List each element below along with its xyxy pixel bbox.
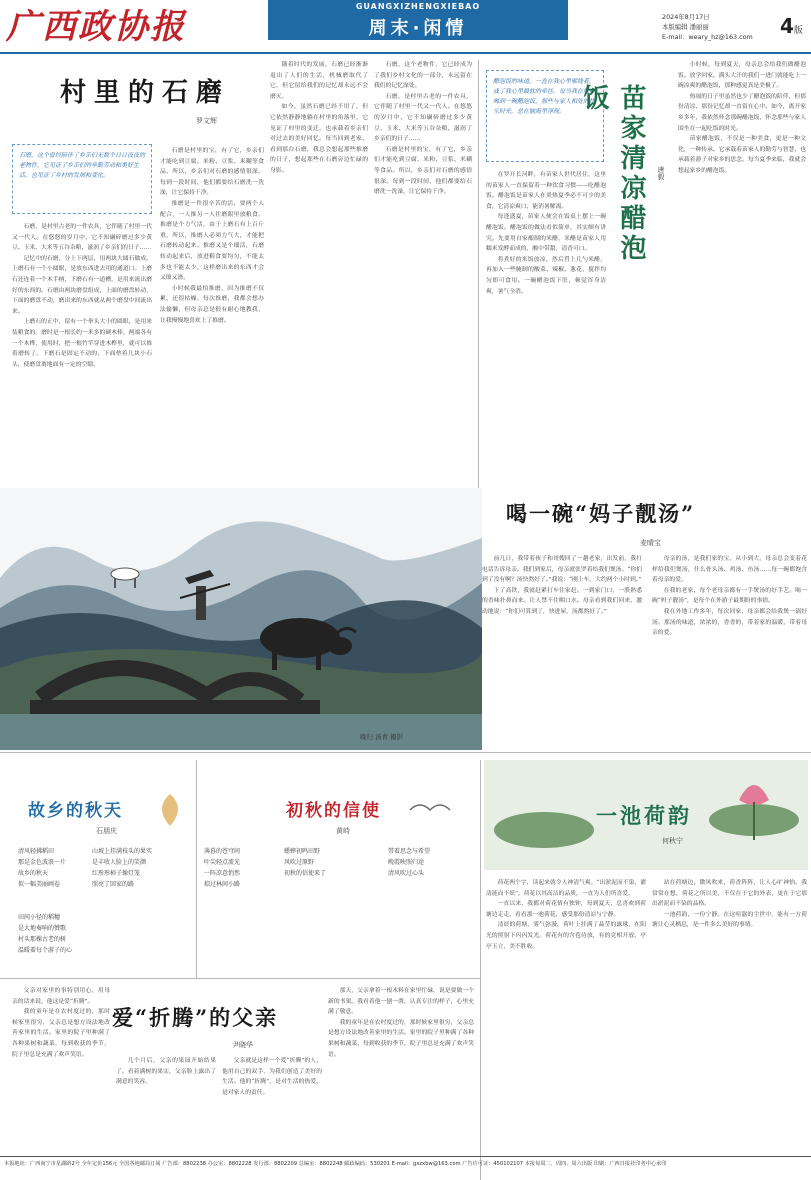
photo-illustration: [0, 488, 482, 750]
article-body-col1: [12, 222, 152, 486]
page-number-value: 4: [780, 14, 794, 38]
paragraph: 随着时代的发展，石磨已经渐渐退出了人们的生活，机械磨取代了它，但它留给我们的记忆却永远不会磨灭。: [270, 62, 368, 100]
paragraph: 父亲就是这样一个爱“折腾”的人，他用自己的双手，为我们创造了美好的生活。他的“折腾”，是对生活的热爱，是对家人的责任。: [222, 1058, 322, 1096]
paragraph: 推磨是一件很辛苦的活，要两个人配合，一人推另一人往磨眼里放粮食。推磨是个力气活，由于上磨石有上百斤重，所以，推磨人必须力气大，才能把石磨转动起来。推磨又是个细活，石磨转动起来后，放进粮食要均匀，不能太多也不能太少，这样磨出来的东西才会又细又滑。: [160, 200, 264, 282]
article-body-col1: [486, 170, 606, 490]
poem-line: 是大地奏响的赞歌: [18, 925, 67, 932]
paragraph: 如今，虽然石磨已经不用了，但它依然静静地躺在村里的角落里，它见证了村里的变迁，也承载着乡亲们对过去的美好回忆。每当回到老家，看到那台石磨，我总会想起那些推磨的日子，想起那些在石磨旁边忙碌的身影。: [270, 104, 368, 174]
article-title-lotus: 一池荷韵: [596, 803, 692, 828]
poem-line: 蟋蟀初鸣田野: [284, 848, 321, 855]
paragraph: 荷花两个字，读起来就令人神清气爽。“出淤泥而不染，濯清涟而不妖”，荷花以其高洁的品质，一直为人们所喜爱。: [486, 880, 646, 897]
article-body-col1: [486, 878, 646, 1154]
masthead-divider: [0, 52, 811, 54]
paragraph: 父亲对家里的事特别用心，用母亲的话来说，他这是爱“折腾”。: [12, 988, 110, 1005]
poem-line: 故乡的秋天: [18, 870, 49, 877]
paragraph: 那天，父亲拿着一根木料在家里忙碌，说是要做一个新的书架。我看着他一刨一凿，认真专注的样子，心里充满了敬意。: [328, 988, 474, 1016]
paragraph: 小时候我最怕推磨，因为推磨不仅累，还很枯燥。每次推磨，我都会想办法偷懒，但母亲总是很有耐心地教我，让我慢慢地喜欢上了推磨。: [160, 285, 264, 324]
paragraph: 热闹的日子里虽然也少了醋泡饭的陪伴，但那份清凉、那份记忆却一直留在心中。如今，离开家乡多年，我依然怀念那碗醋泡饭，怀念那些与家人围坐在一起吃饭的时光。: [678, 93, 806, 132]
page-number-unit: 版: [793, 26, 803, 36]
paragraph: 前几日，我带着孩子和哥嫂回了一趟老家，出发前，我打电话告诉母亲。我们到家后，母亲就张罗着给我们煲汤。“你们到了没有啊？汤快熬好了。”我说：“刚上车，大约两个小时到。”: [482, 556, 642, 584]
article-author-vinegar-rice: 唐毅: [657, 166, 665, 180]
paragraph: 上磨石的正中，留有一个拳头大小的圆眼，是用来装粮食的。磨时是一根长约一米多的硬木棒，两端各有一个木榫，使用时，把一根竹竿穿进木榫里，就可以推着磨转了。下磨石是固定不动的，下面垫着几块小石头，使磨盘离地面有一定的空隙。: [12, 319, 152, 368]
pinyin-label: GUANGXIZHENGXIEBAO: [355, 2, 481, 11]
poem-title-autumn: 故乡的秋天: [28, 801, 123, 821]
article-title-vinegar-rice: 苗家清凉醋泡饭: [579, 84, 646, 264]
poem-line: 带着思念与希望: [388, 848, 431, 855]
issue-date: 2024年8月17日: [662, 13, 710, 21]
article-author-mothers-soup: 麦晴宝: [640, 539, 661, 547]
article-title-mothers-soup: 喝一碗“妈子靓汤”: [506, 501, 696, 526]
poem-line: 照亮了回家的路: [92, 881, 135, 888]
ink-wash-photo: [0, 488, 482, 750]
paragraph: 我的童年是在农村度过的，那时候家里很穷，父亲总是想方设法地改善家里的生活。家里的院子里种满了各种果树和蔬菜，每到收获的季节，院子里总是充满了欢声笑语。: [12, 1009, 110, 1058]
photo-caption: 晚归 汤青 摄影: [360, 733, 404, 741]
pullquote-text: 石磨，这个曾经陪伴了乡亲们无数个日日夜夜的老物件，它见证了乡亲们的辛勤劳动和美好生活，也见证了乡村的发展和变化。: [19, 152, 146, 179]
poem-stanza-2: [92, 846, 182, 906]
lotus-header-banner: [484, 760, 808, 870]
poem-line: 是丰收人脸上的笑颜: [92, 859, 147, 866]
article-body-col3: [222, 1056, 322, 1152]
poem-author-autumn: 石朋庆: [96, 827, 117, 835]
article-body-col3: [270, 60, 368, 486]
paragraph: 记忆中的石磨，分上下两层，用两块大圆石做成。上磨石有一个小圆眼，是放东西进去用的通道口。上磨石还连着一个木手柄，下磨石有一道槽，是用来流出磨好的东西的。石磨由两块磨盘组成，上面的磨盘转动，下面的磨盘不动，磨出来的东西就从两个磨盘中间流出来。: [12, 255, 152, 315]
article-body-col2: [678, 60, 806, 490]
paragraph: 下了高铁，我就赶紧打车往家赶。一到家门口，一股熟悉的香味扑鼻而来。让人禁不住咽口水。母亲看到我们回来，激动地说：“你们可算到了，快进屋，汤都熬好了。”: [482, 587, 642, 615]
article-body-col4: [328, 986, 474, 1152]
bird-icon: [400, 790, 460, 830]
poem-stanza-2: [284, 846, 354, 906]
newspaper-logo: [6, 6, 226, 48]
paragraph: 我的童年是在农村度过的，那时候家里很穷，父亲总是想方设法地改善家里的生活。家里的院子里种满了各种果树和蔬菜，每到收获的季节，院子里总是充满了欢声笑语。: [328, 1019, 474, 1058]
paragraph: 石磨是村里的宝，有了它，乡亲们才能吃到豆腐、米粉、豆浆、米糊等食品。所以，乡亲们对石磨的感情很深。每到一段时间，他们都要给石磨洗一洗澡，让它保持干净。: [160, 148, 264, 197]
pullquote-stone-mill: [12, 144, 152, 214]
poem-line: 那是金色波浪一片: [18, 859, 67, 866]
article-body-col2: [652, 878, 807, 1154]
section-title: 周末·闲情: [368, 18, 468, 39]
issue-info: [662, 12, 772, 48]
leaf-icon: [150, 790, 190, 830]
article-body-col1: [12, 986, 110, 1152]
paragraph: 母亲的汤，是我们家的宝。从小到大，母亲总会变着花样给我们煲汤，什么骨头汤、鸡汤、鱼汤……每一碗都饱含着母亲的爱。: [652, 556, 807, 584]
article-body-col4: [374, 60, 472, 486]
article-author-lotus: 何秋宁: [662, 837, 683, 845]
paragraph: 一池荷韵，一份宁静。在这喧嚣的尘世中，能有一方荷塘让心灵栖息，是一件多么美好的事情。: [652, 911, 807, 929]
poem-line: 红彤彤柿子像灯笼: [92, 870, 141, 877]
paragraph: 一直以来，我都对荷花情有独钟，每到夏天，总喜欢到荷塘边走走，看看那一池荷花，感受那份清凉与宁静。: [486, 901, 646, 918]
poem-line: 田间小径的稻穗: [18, 914, 61, 921]
section-divider: [0, 978, 480, 979]
article-body-col2: [652, 554, 807, 748]
paragraph: 苗家醋泡饭，不仅是一种美食，更是一种文化，一种传承。它承载着苗家人的勤劳与智慧，也承载着游子对家乡的思念。每当夏季来临，我就会想起家乡的醋泡饭。: [678, 136, 806, 174]
paragraph: 小时候，每到夏天，母亲总会给我们做醋泡饭。放学回家，满头大汗的我们一进门就能吃上一碗凉爽的醋泡饭，那种感觉真是美极了。: [678, 62, 806, 90]
poem-author-early-autumn: 黄峙: [336, 827, 350, 835]
article-body-col2: [160, 146, 264, 486]
poem-stanza-1: [204, 846, 274, 906]
masthead: [0, 0, 811, 52]
paragraph: 石磨，这个老物件，它已经成为了我们乡村文化的一部分，永远留在我们的记忆深处。: [374, 62, 472, 90]
issue-editor: 本版编辑 潘丽丽: [662, 23, 709, 31]
poem-stanza-1: [18, 846, 88, 906]
paragraph: 清晨的荷塘，雾气弥漫，荷叶上挂满了晶莹的露珠，在阳光的照射下闪闪发光。荷花有的含苞待放，有的竞相开放，亭亭玉立，美不胜收。: [486, 922, 646, 950]
poem-line: 叶尖轻点流光: [204, 859, 241, 866]
article-body-col1: [482, 554, 642, 748]
paragraph: 站在荷塘边，微风吹来，荷香阵阵，让人心旷神怡。我常常在想，荷花之所以美，不仅在于它的外表，更在于它那出淤泥而不染的品格。: [652, 880, 807, 908]
article-body-col2: [116, 1056, 216, 1152]
paragraph: 将煮好的米饭放凉，然后舀上几勺米醋，再加入一些腌制的酸菜、辣椒、葱花，搅拌均匀即可食用。一碗醋泡饭下肚，顿觉浑身清爽，暑气全消。: [486, 256, 606, 295]
paragraph: 每逢盛夏，苗家人便会在饭桌上摆上一碗醋泡饭。醋泡饭的做法看似简单，其实颇有讲究。先要用自家酿制的米醋，米醋是苗家人用糯米发酵而成的，酸中带甜，清香可口。: [486, 214, 606, 253]
issue-email: E-mail：weary_hz@163.com: [662, 33, 753, 41]
poem-line: 掠过林间小路: [204, 881, 241, 888]
poem-title-early-autumn: 初秋的信使: [286, 801, 381, 821]
poem-line: 清风吹过心头: [388, 870, 425, 877]
paragraph: 在罗开长河畔，有苗家人世代居住，这里的苗家人一直保留着一种饮食习惯——吃醋泡饭。醋泡饭是苗家人在炎热夏季必不可少的美食，它清凉爽口，能消暑解渴。: [486, 172, 606, 210]
footer-divider: [0, 1156, 811, 1157]
section-bar: [268, 0, 568, 40]
column-divider: [196, 760, 197, 978]
paragraph: 几个月后，父亲的果园开始结果了。看着满树的果实，父亲脸上露出了满意的笑容。: [116, 1058, 216, 1086]
article-title-stone-mill: 村里的石磨: [60, 78, 231, 108]
poem-line: 似一幅美丽画卷: [18, 881, 61, 888]
decorative-sparrows: [400, 790, 460, 830]
poem-line: 温暖着每个游子的心: [18, 947, 73, 954]
poem-line: 风吹过原野: [284, 859, 315, 866]
poem-line: 村头那棵古老的树: [18, 936, 67, 943]
page-number: [780, 14, 810, 44]
poem-line: 薄暮的苍穹间: [204, 848, 241, 855]
section-divider: [0, 752, 811, 753]
column-divider: [478, 60, 479, 490]
poem-line: 一阵凉意悄然: [204, 870, 241, 877]
paragraph: 石磨，是村里古老的一件农具，它伴随了村里一代又一代人。在悠悠的岁月中，它不知碾碎磨过多少黄豆、玉米、大米等五谷杂粮，滋润了乡亲们的日子……: [12, 224, 152, 252]
column-divider: [480, 760, 481, 1180]
article-author-stone-mill: 罗文辉: [196, 117, 217, 125]
poem-line: 清风轻拂稻田: [18, 848, 55, 855]
paragraph: 石磨，是村里古老的一件农具，它伴随了村里一代又一代人。在悠悠的岁月中，它不知碾碎磨过多少黄豆、玉米、大米等五谷杂粮，滋润了乡亲们的日子……: [374, 93, 472, 143]
article-author-father: 尹晓华: [232, 1041, 253, 1049]
poem-stanza-3: [388, 846, 468, 906]
paragraph: 在我的老家，每个老母亲都有一手煲汤的好手艺。喝一碗“妈子靓汤”，是每个在外游子最期盼的事情。: [652, 587, 807, 605]
poem-stanza-3: [18, 912, 108, 972]
footer-info: 本报地址：广西南宁市星湖路2号 全年定价156元 全国各地邮局订阅 广告部：8802238 办公室：8802228 发行部：8802209 总编室：8802248 邮政编码：530201 E-mail：gxzxbw@163.com 广告许可证：450102107 本报每周二、周四、周六出版 印刷：广西日报社印务中心承印: [4, 1161, 667, 1167]
decorative-autumn-leaves: [150, 790, 190, 830]
paragraph: 石磨是村里的宝，有了它，乡亲们才能吃到豆腐、米粉、豆浆、米糊等食品。所以，乡亲们对石磨的感情很深。每到一段时间，他们都要给石磨洗一洗澡，让它保持干净。: [374, 146, 472, 196]
pullquote-text: 醋泡饭的味道，一直在我心里萦绕着，成了我心里最软的牵挂。每当我在城市喝到一碗醋泡饭，那些与家人相处的快乐时光，总在脑海里浮现。: [493, 78, 596, 115]
poem-line: 初秋的信使来了: [284, 870, 327, 877]
article-title-father: 爱“折腾”的父亲: [112, 1005, 279, 1030]
paragraph: 我在外地工作多年，每次回家，母亲都会给我煲一锅好汤。那汤的味道，浓浓的，香香的，带着家的温暖，带着母亲的爱。: [652, 608, 807, 637]
logo-text: 广西政协报: [6, 7, 186, 47]
poem-line: 晚霞映照归途: [388, 859, 425, 866]
poem-line: 山坡上挂满枝头的果实: [92, 848, 153, 855]
